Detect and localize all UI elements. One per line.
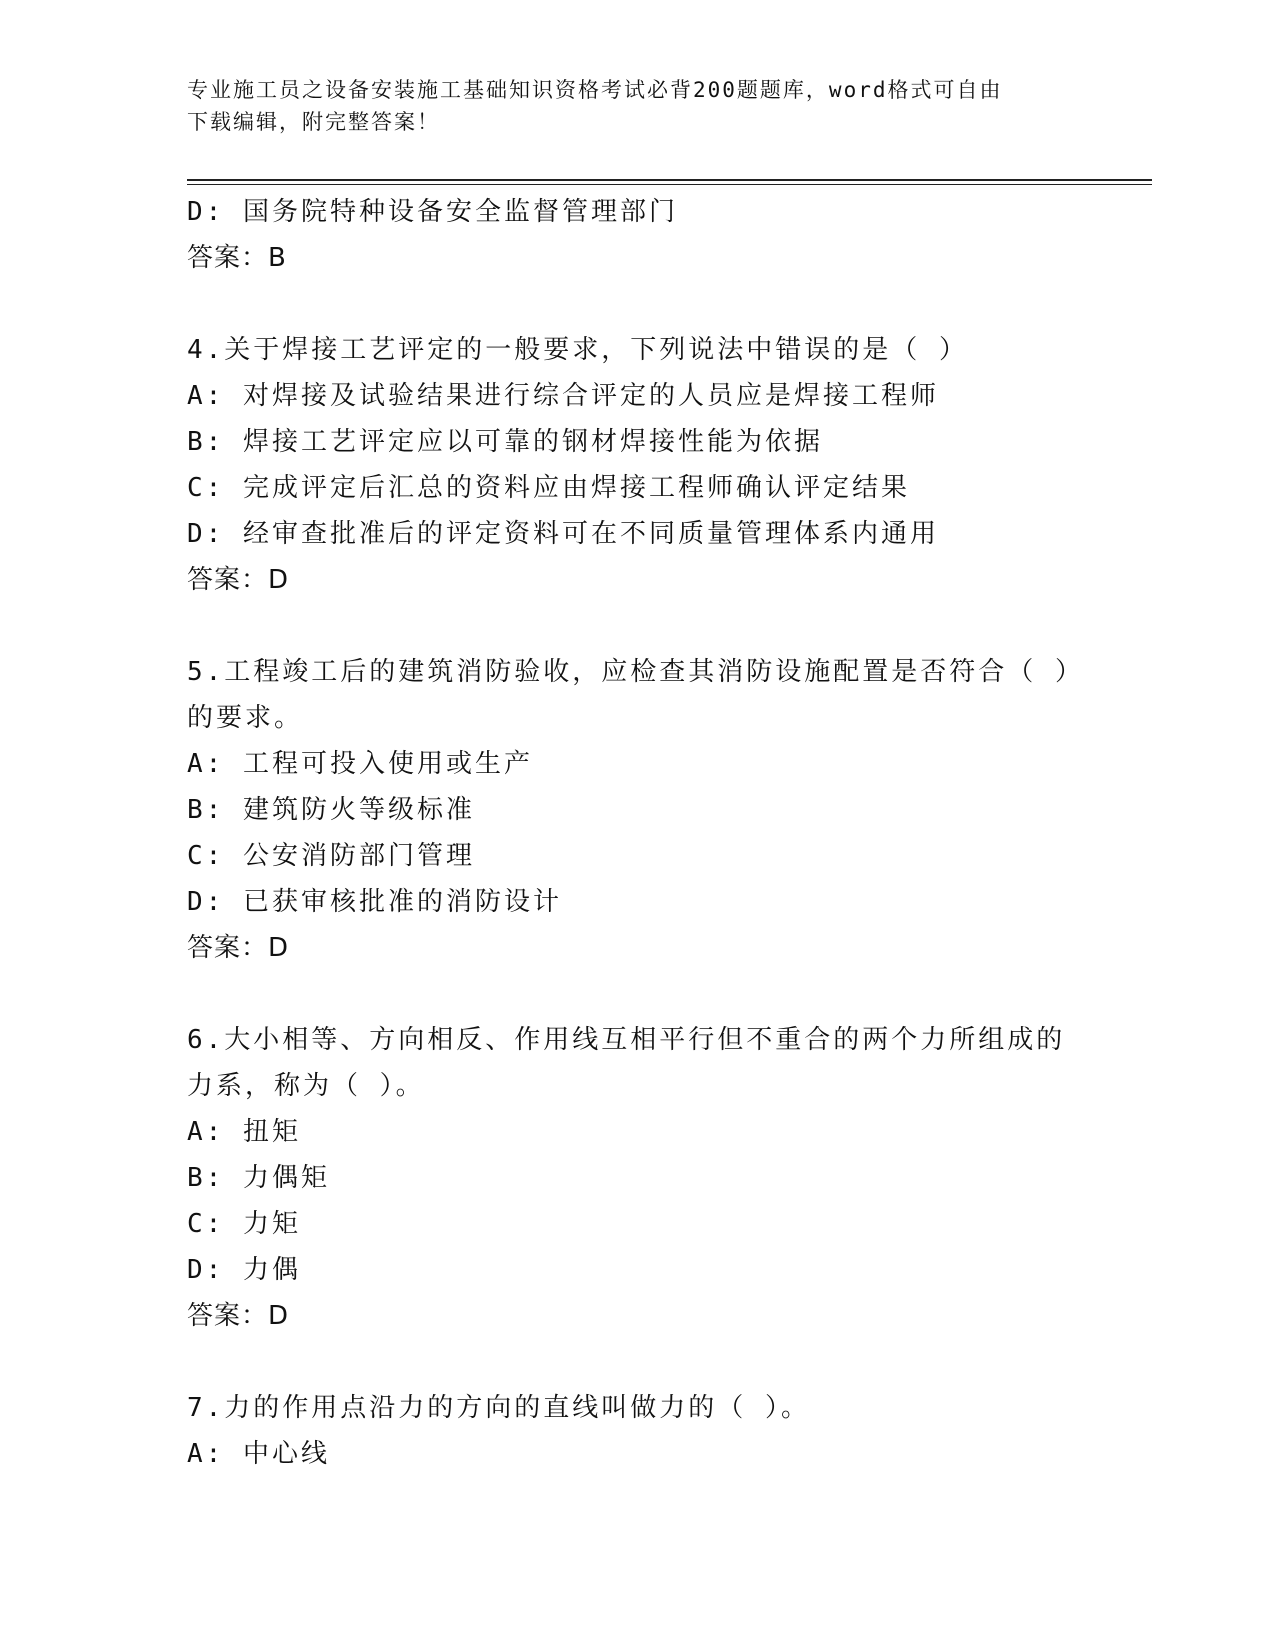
question-5 — [187, 649, 1084, 971]
option-a: A: 扭矩 — [187, 1117, 301, 1147]
question-stem: 4.关于焊接工艺评定的一般要求，下列说法中错误的是（ ） — [187, 335, 968, 365]
option-d: D: 国务院特种设备安全监督管理部门 — [187, 197, 678, 227]
header-divider-thick — [187, 179, 1152, 181]
option-b: B: 焊接工艺评定应以可靠的钢材焊接性能为依据 — [187, 427, 823, 457]
option-b: B: 建筑防火等级标准 — [187, 795, 475, 825]
option-c: C: 公安消防部门管理 — [187, 841, 475, 871]
question-6 — [187, 1017, 1077, 1339]
document-header — [187, 74, 1077, 138]
answer-line: 答案：B — [187, 243, 287, 273]
header-line-1: 专业施工员之设备安装施工基础知识资格考试必背200题题库，word格式可自由 — [187, 78, 1003, 102]
question-stem-line-2: 力系，称为（ ）。 — [187, 1071, 425, 1101]
header-divider-thin — [187, 184, 1152, 185]
question-stem-line-1: 5.工程竣工后的建筑消防验收，应检查其消防设施配置是否符合（ ） — [187, 657, 1084, 687]
question-7 — [187, 1385, 1077, 1477]
question-stem-line-2: 的要求。 — [187, 703, 304, 733]
option-a: A: 中心线 — [187, 1439, 330, 1469]
question-list — [187, 189, 1084, 1477]
question-4 — [187, 327, 1077, 603]
option-a: A: 工程可投入使用或生产 — [187, 749, 533, 779]
answer-line: 答案：D — [187, 1301, 290, 1331]
option-d: D: 力偶 — [187, 1255, 301, 1285]
option-c: C: 力矩 — [187, 1209, 301, 1239]
option-d: D: 经审查批准后的评定资料可在不同质量管理体系内通用 — [187, 519, 939, 549]
question-stem-line-1: 6.大小相等、方向相反、作用线互相平行但不重合的两个力所组成的 — [187, 1025, 1066, 1055]
option-a: A: 对焊接及试验结果进行综合评定的人员应是焊接工程师 — [187, 381, 939, 411]
option-b: B: 力偶矩 — [187, 1163, 330, 1193]
answer-line: 答案：D — [187, 933, 290, 963]
header-line-2: 下载编辑，附完整答案！ — [187, 110, 440, 134]
question-stem: 7.力的作用点沿力的方向的直线叫做力的（ ）。 — [187, 1393, 810, 1423]
answer-line: 答案：D — [187, 565, 290, 595]
question-3-tail — [187, 189, 1077, 281]
option-c: C: 完成评定后汇总的资料应由焊接工程师确认评定结果 — [187, 473, 910, 503]
option-d: D: 已获审核批准的消防设计 — [187, 887, 562, 917]
